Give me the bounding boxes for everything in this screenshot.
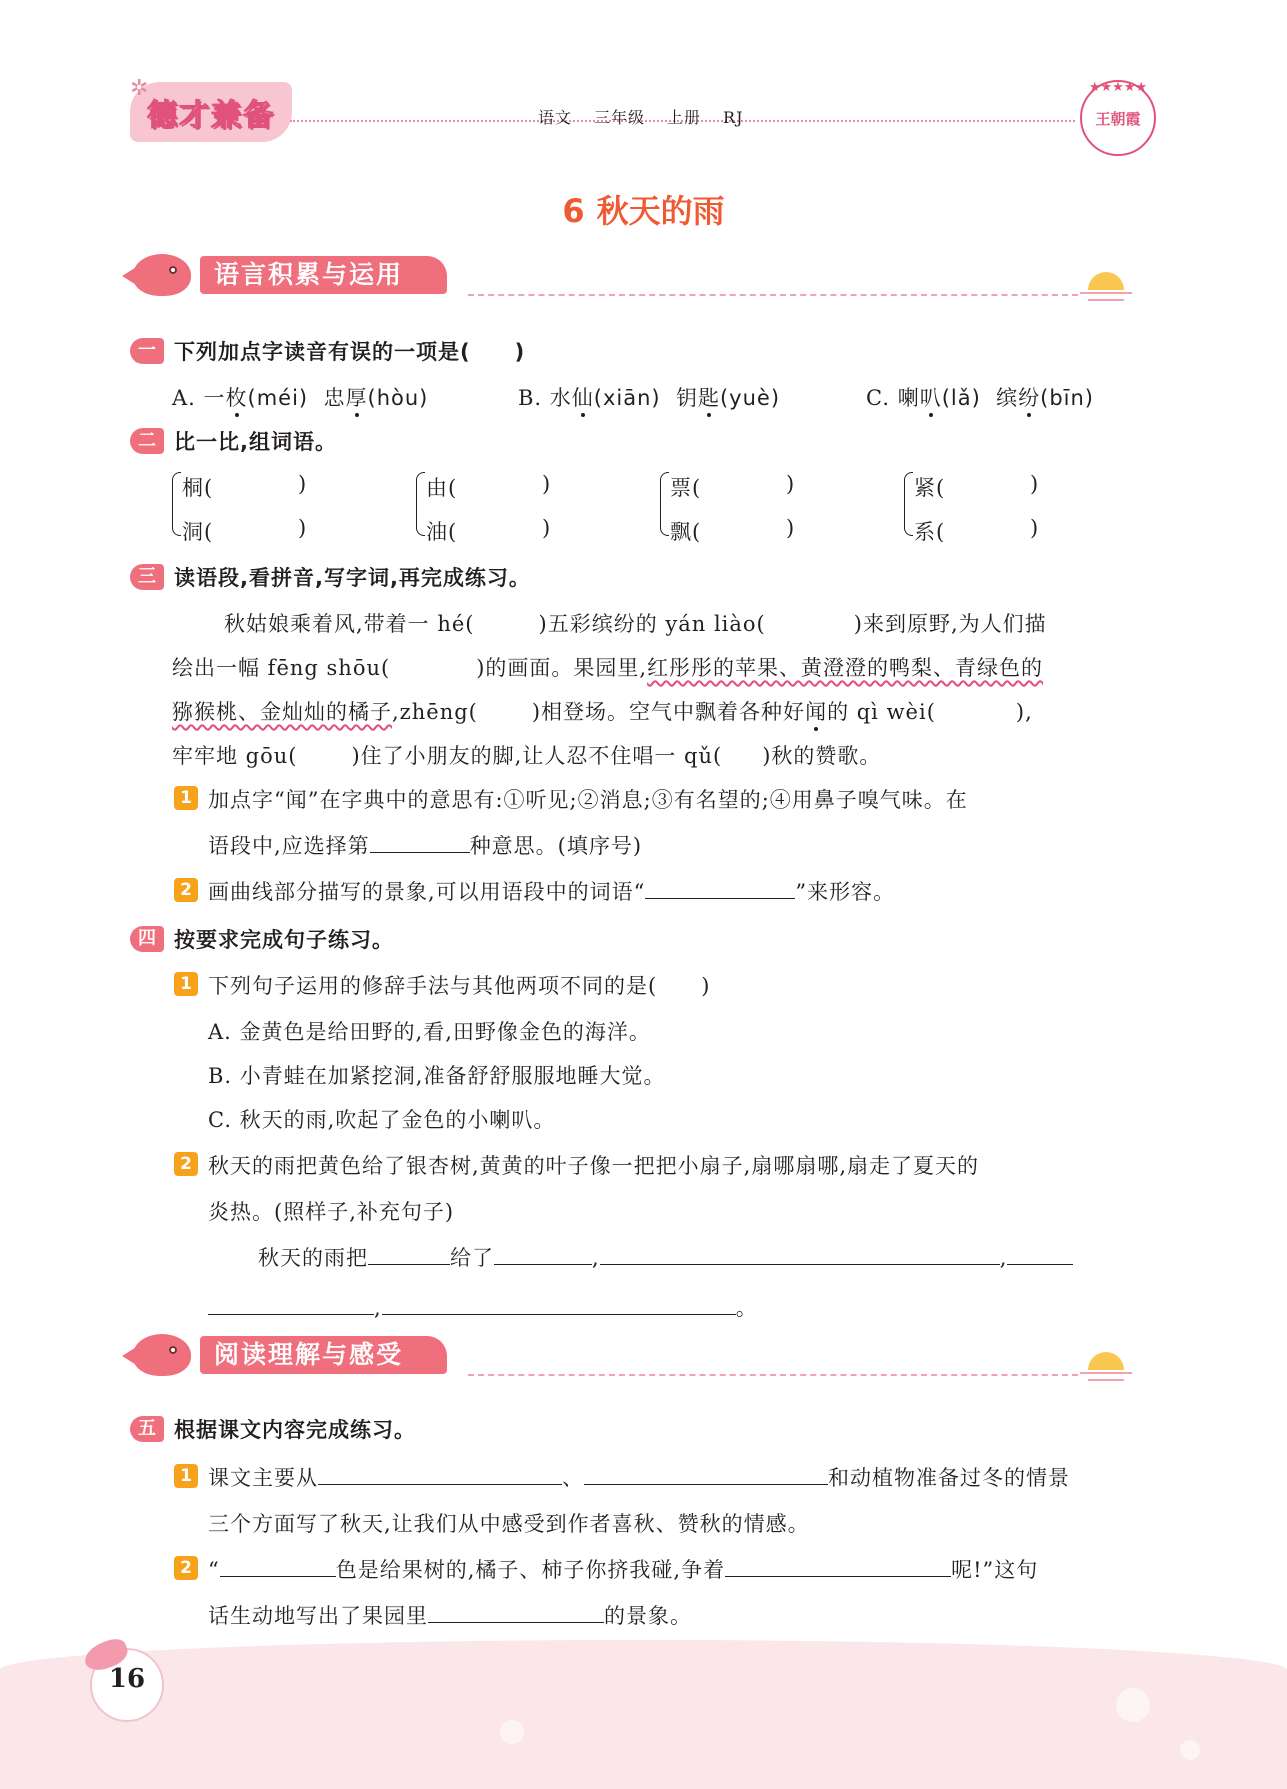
q1-option-c [866, 382, 1094, 412]
option-label: B. [518, 386, 543, 410]
sea-line [1088, 1379, 1124, 1381]
blank[interactable] [297, 743, 351, 763]
subject: 语文 [538, 108, 573, 127]
sub-question-text [208, 1600, 692, 1630]
dotted-char: 匙 [697, 386, 720, 410]
section-banner-language [128, 252, 1140, 304]
answer-blank[interactable] [600, 1244, 1000, 1265]
word: 喇 [897, 386, 920, 410]
pinyin: (bīn) [1040, 386, 1095, 410]
sub-question-text [208, 830, 642, 860]
text: “ [208, 1558, 220, 1582]
q1-options [172, 382, 428, 412]
lesson-title [0, 186, 1287, 232]
pair-bottom: 飘( [670, 520, 702, 544]
answer-blank[interactable] [370, 832, 470, 853]
dotted-char: 纷 [1018, 386, 1041, 410]
footer-wave [0, 1640, 1287, 1789]
passage-line [172, 740, 881, 770]
passage-line [172, 696, 1033, 726]
text: , [374, 1296, 382, 1320]
answer-blank[interactable] [1007, 1244, 1073, 1265]
brace [904, 472, 913, 536]
dotted-char: 仙 [571, 386, 594, 410]
text: 种意思。(填序号) [469, 834, 643, 858]
whale-icon [133, 254, 191, 296]
sea-line [1080, 292, 1132, 294]
passage-line [172, 652, 1043, 682]
option-label: A. [172, 386, 196, 410]
text: 的 qì wèi( [827, 700, 936, 724]
text: ”来形容。 [795, 880, 896, 904]
blank[interactable] [722, 743, 762, 763]
brace [416, 472, 425, 536]
pair-close: ) [786, 472, 796, 496]
sub-question-number: 1 [174, 786, 198, 810]
question-prompt: 读语段,看拼音,写字词,再完成练习。 [174, 566, 531, 590]
wavy-text: 猕猴桃、金灿灿的橘子 [172, 700, 392, 724]
answer-blank[interactable] [318, 1464, 562, 1485]
pair-bottom: 系( [914, 520, 946, 544]
pinyin: (hòu) [367, 386, 429, 410]
answer-blank[interactable] [208, 1294, 374, 1315]
pinyin: (yuè) [719, 386, 781, 410]
section-title: 语言积累与运用 [200, 256, 447, 294]
pair-top: 由( [426, 476, 458, 500]
text: )五彩缤纷的 yán liào( [538, 612, 766, 636]
pair-top: 紧( [914, 476, 946, 500]
dotted-char: 厚 [345, 386, 368, 410]
question-number: 一 [130, 338, 164, 364]
word: 缤 [996, 386, 1019, 410]
text: )来到原野,为人们描 [853, 612, 1047, 636]
text: 秋姑娘乘着风,带着一 hé( [224, 612, 475, 636]
volume: 上册 [667, 108, 702, 127]
word: 水 [549, 386, 572, 410]
edition: RJ [723, 108, 744, 127]
book-info [538, 105, 766, 128]
text: )住了小朋友的脚,让人忍不住唱一 qǔ( [351, 744, 723, 768]
question-number: 四 [130, 926, 164, 952]
question-prompt: 比一比,组词语。 [174, 430, 337, 454]
question-prompt: 按要求完成句子练习。 [174, 928, 394, 952]
answer-blank[interactable] [645, 878, 795, 899]
answer-blank[interactable] [725, 1556, 951, 1577]
text: )秋的赞歌。 [762, 744, 882, 768]
blank[interactable] [766, 611, 854, 631]
pair-close: ) [542, 516, 552, 540]
page-number: 16 [108, 1664, 146, 1694]
sub-question-text [208, 1462, 1070, 1492]
pinyin: (méi) [247, 386, 309, 410]
sub-question-text: 加点字“闻”在字典中的意思有:①听见;②消息;③有名望的;④用鼻子嗅气味。在 [208, 788, 968, 812]
pair-close: ) [298, 516, 308, 540]
answer-blank[interactable] [382, 1294, 736, 1315]
sub-question-text [208, 1554, 1038, 1584]
text: 呢!”这句 [951, 1558, 1039, 1582]
blank[interactable] [936, 699, 1016, 719]
wavy-text: 红彤彤的苹果、黄澄澄的鸭梨、青绿色的 [647, 656, 1044, 680]
sub-question-number: 2 [174, 1556, 198, 1580]
pair-bottom: 洞( [182, 520, 214, 544]
lesson-name: 秋天的雨 [596, 192, 725, 230]
word: 钥 [675, 386, 698, 410]
sub-question-text: 下列句子运用的修辞手法与其他两项不同的是( ) [208, 974, 711, 998]
dotted-char: 枚 [225, 386, 248, 410]
sub-question-number: 2 [174, 878, 198, 902]
pair-bottom: 油( [426, 520, 458, 544]
sea-line [1080, 1372, 1132, 1374]
text: ), [1015, 700, 1033, 724]
section-title: 阅读理解与感受 [200, 1336, 447, 1374]
sunset-icon [1088, 1352, 1124, 1370]
text: 牢牢地 gōu( [172, 744, 298, 768]
answer-blank[interactable] [220, 1556, 336, 1577]
text: 课文主要从 [208, 1466, 318, 1490]
option-a: A. 金黄色是给田野的,看,田野像金色的海洋。 [208, 1020, 651, 1044]
q1-option-b [518, 382, 780, 412]
pair-close: ) [542, 472, 552, 496]
pinyin: (lǎ) [941, 386, 981, 410]
text: 绘出一幅 fēng shōu( [172, 656, 391, 680]
text: 秋天的雨把 [258, 1246, 368, 1270]
text: 的景象。 [604, 1604, 692, 1628]
sub-question-number: 1 [174, 972, 198, 996]
seal-stars: ★★★★★ [1088, 80, 1148, 95]
banner-line [468, 1374, 1078, 1376]
pair-close: ) [1030, 472, 1040, 496]
brace [660, 472, 669, 536]
sub-question-text: 三个方面写了秋天,让我们从中感受到作者喜秋、赞秋的情感。 [208, 1512, 810, 1536]
bubble-decoration [1116, 1688, 1150, 1722]
word: 忠 [323, 386, 346, 410]
blank[interactable] [478, 699, 532, 719]
brand-logo [130, 82, 292, 142]
text: ,zhēng( [392, 700, 478, 724]
question-number: 三 [130, 564, 164, 590]
answer-blank[interactable] [368, 1244, 450, 1265]
bubble-decoration [500, 1720, 524, 1744]
word: 一 [203, 386, 226, 410]
palm-tree-icon: ✲ [130, 76, 149, 101]
sub-question-text: 秋天的雨把黄色给了银杏树,黄黄的叶子像一把把小扇子,扇哪扇哪,扇走了夏天的 [208, 1154, 980, 1178]
lesson-number: 6 [562, 192, 585, 230]
sunset-icon [1088, 272, 1124, 290]
text: , [592, 1246, 600, 1270]
answer-blank[interactable] [584, 1464, 828, 1485]
text: 。 [735, 1296, 758, 1320]
question-prompt: 根据课文内容完成练习。 [174, 1418, 416, 1442]
passage-line [224, 608, 1047, 638]
text: 和动植物准备过冬的情景 [828, 1466, 1070, 1490]
bubble-decoration [1180, 1740, 1200, 1760]
text: , [999, 1246, 1008, 1270]
sea-line [1088, 299, 1124, 301]
text: )相登场。空气中飘着各种好 [531, 700, 806, 724]
grade: 三年级 [594, 108, 646, 127]
question-prompt: 下列加点字读音有误的一项是( ) [174, 340, 526, 364]
pair-top: 桐( [182, 476, 214, 500]
author-seal [1080, 80, 1156, 156]
text: 给了 [450, 1246, 494, 1270]
text: )的画面。果园里, [476, 656, 648, 680]
dotted-char: 叭 [919, 386, 942, 410]
pair-close: ) [298, 472, 308, 496]
brace [172, 472, 181, 536]
answer-blank[interactable] [428, 1602, 604, 1623]
dotted-char: 闻 [805, 700, 828, 724]
option-b: B. 小青蛙在加紧挖洞,准备舒舒服服地睡大觉。 [208, 1064, 666, 1088]
answer-blank[interactable] [494, 1244, 592, 1265]
text: 、 [562, 1466, 584, 1490]
blank[interactable] [390, 655, 476, 675]
sub-question-text [208, 876, 895, 906]
text: 语段中,应选择第 [208, 834, 370, 858]
fill-sentence [258, 1242, 1073, 1272]
pair-close: ) [1030, 516, 1040, 540]
section-banner-reading [128, 1332, 1140, 1384]
text: 画曲线部分描写的景象,可以用语段中的词语“ [208, 880, 646, 904]
seal-name: 王朝霞 [1095, 110, 1141, 128]
sub-question-number: 2 [174, 1152, 198, 1176]
sub-question-text: 炎热。(照样子,补充句子) [208, 1200, 455, 1224]
banner-line [468, 294, 1078, 296]
sub-question-number: 1 [174, 1464, 198, 1488]
option-label: C. [866, 386, 890, 410]
whale-icon [133, 1334, 191, 1376]
pair-top: 票( [670, 476, 702, 500]
text: 话生动地写出了果园里 [208, 1604, 428, 1628]
question-number: 二 [130, 428, 164, 454]
pair-close: ) [786, 516, 796, 540]
fill-sentence-cont [208, 1292, 758, 1322]
pinyin: (xiān) [593, 386, 661, 410]
blank[interactable] [475, 611, 539, 631]
question-number: 五 [130, 1416, 164, 1442]
text: 色是给果树的,橘子、柿子你挤我碰,争着 [335, 1558, 726, 1582]
option-c: C. 秋天的雨,吹起了金色的小喇叭。 [208, 1108, 556, 1132]
brand-text: 德才兼备 [147, 98, 275, 133]
